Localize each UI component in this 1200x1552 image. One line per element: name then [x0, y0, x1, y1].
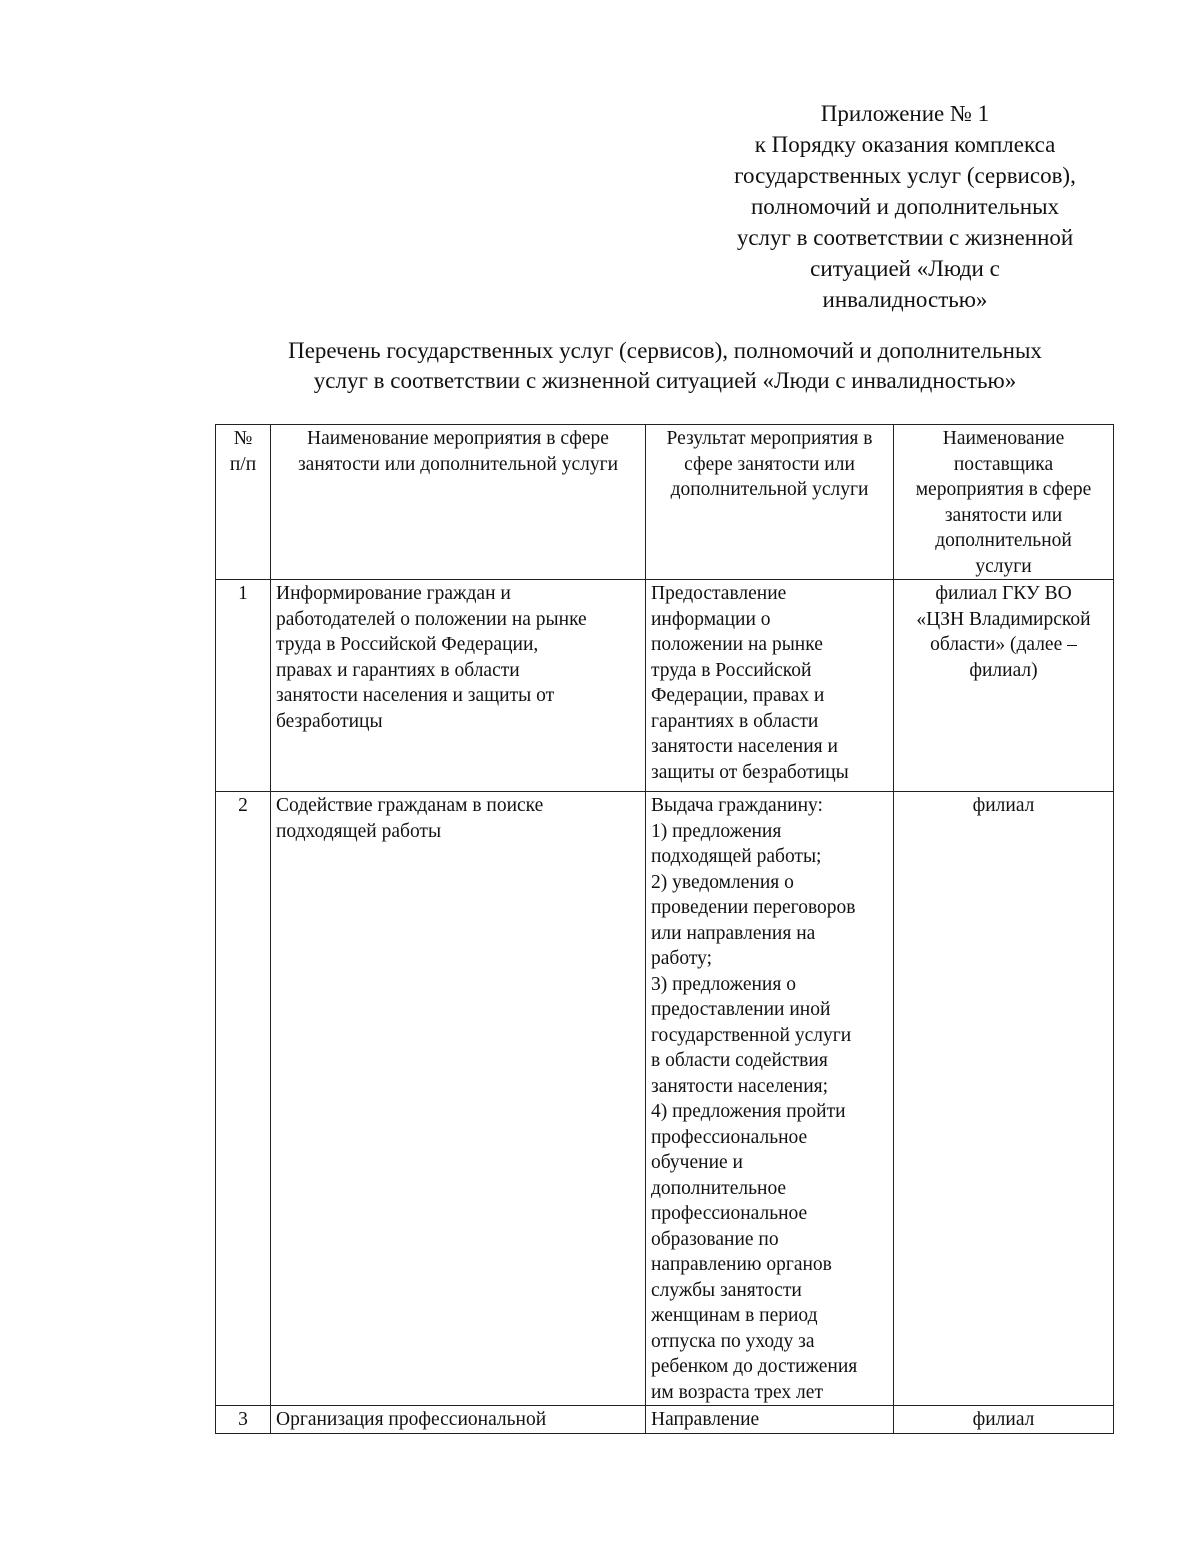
row-name [271, 1406, 646, 1434]
cell-line: филиал [972, 1409, 1035, 1430]
row-result [646, 792, 894, 1406]
cell-line: дополнительное [651, 1177, 787, 1199]
cell-line: подходящей работы [276, 820, 442, 842]
cell-line: отпуска по уходу за [651, 1330, 815, 1352]
cell-line: «ЦЗН Владимирской [916, 608, 1091, 630]
cell-line: занятости или дополнительной услуги [297, 453, 619, 475]
header-result [646, 425, 894, 580]
cell-line: филиал ГКУ ВО [935, 583, 1072, 604]
cell-line: гарантиях в области [651, 710, 819, 732]
cell-line: положении на рынке [651, 634, 823, 655]
cell-line: или направления на [651, 922, 816, 944]
cell-line: Выдача гражданину: [651, 795, 823, 816]
cell-line: информации о [651, 608, 771, 630]
appendix-block [690, 98, 1120, 315]
row-provider [894, 1406, 1114, 1434]
header-name [271, 425, 646, 580]
document-title [160, 336, 1170, 396]
table-row [216, 1406, 1114, 1434]
cell-line: безработицы [276, 710, 383, 732]
cell-line: защиты от безработицы [651, 761, 849, 783]
cell-line: сфере занятости или [684, 453, 855, 475]
cell-line: Направление [651, 1409, 760, 1430]
cell-line: п/п [229, 453, 257, 475]
cell-line: Наименование [942, 428, 1065, 449]
cell-line: № [233, 428, 253, 449]
cell-line: дополнительной услуги [670, 479, 869, 500]
cell-line: направлению органов [651, 1254, 832, 1275]
cell-line: предоставлении иной [651, 999, 831, 1020]
cell-line: Предоставление [651, 583, 787, 604]
row-name [271, 580, 646, 792]
header-provider [894, 425, 1114, 580]
cell-line: труда в Российской Федерации, [276, 634, 539, 655]
appendix-line: инвалидностью» [822, 287, 988, 312]
header-num [216, 425, 271, 580]
row-provider [894, 792, 1114, 1406]
row-result [646, 580, 894, 792]
cell-line: им возраста трех лет [651, 1381, 823, 1403]
cell-line: женщинам в период [651, 1305, 818, 1326]
appendix-line: Приложение № 1 [820, 101, 990, 126]
cell-line: филиал) [969, 659, 1038, 681]
cell-line: 3) предложения о [651, 973, 796, 995]
cell-line: занятости населения; [651, 1075, 829, 1097]
appendix-line: государственных услуг (сервисов), [734, 163, 1076, 188]
cell-line: ребенком до достижения [651, 1356, 858, 1377]
row-num: 1 [216, 580, 271, 792]
row-result [646, 1406, 894, 1434]
cell-line: Наименование мероприятия в сфере [307, 428, 609, 449]
cell-line: 4) предложения пройти [651, 1101, 846, 1122]
cell-line: занятости или [944, 504, 1063, 526]
table-header-row [216, 425, 1114, 580]
cell-line: Результат мероприятия в [666, 428, 873, 449]
cell-line: области» (далее – [930, 634, 1077, 655]
cell-line: службы занятости [651, 1279, 802, 1301]
cell-line: занятости населения и защиты от [276, 685, 555, 706]
cell-line: работодателей о положении на рынке [276, 608, 587, 630]
title-line: услуг в соответствии с жизненной ситуацией «Люди с инвалидностью» [313, 368, 1017, 393]
cell-line: 1) предложения [651, 820, 782, 842]
cell-line: правах и гарантиях в области [276, 659, 520, 681]
cell-line: подходящей работы; [651, 846, 822, 867]
cell-line: работу; [651, 948, 712, 969]
cell-line: мероприятия в сфере [915, 479, 1092, 500]
table-row [216, 792, 1114, 1406]
cell-line: Федерации, правах и [651, 685, 825, 706]
cell-line: Содействие гражданам в поиске [276, 795, 544, 816]
cell-line: 2) уведомления о [651, 871, 794, 893]
cell-line: профессиональное [651, 1203, 808, 1224]
row-name [271, 792, 646, 1406]
appendix-line: услуг в соответствии с жизненной [736, 225, 1074, 250]
row-provider [894, 580, 1114, 792]
cell-line: Информирование граждан и [276, 583, 511, 604]
services-table [215, 424, 1114, 1434]
title-line: Перечень государственных услуг (сервисов), полномочий и дополнительных [288, 338, 1042, 363]
cell-line: поставщика [953, 453, 1054, 475]
cell-line: услуги [975, 555, 1032, 577]
cell-line: проведении переговоров [651, 897, 856, 918]
cell-line: профессиональное [651, 1126, 808, 1148]
cell-line: в области содействия [651, 1050, 828, 1071]
cell-line: дополнительной [935, 530, 1072, 551]
cell-line: обучение и [651, 1152, 743, 1173]
row-num: 2 [216, 792, 271, 1406]
appendix-line: полномочий и дополнительных [750, 194, 1060, 219]
appendix-line: к Порядку оказания комплекса [754, 132, 1056, 157]
table-row [216, 580, 1114, 792]
appendix-line: ситуацией «Люди с [810, 256, 1000, 281]
cell-line: образование по [651, 1228, 779, 1250]
row-num: 3 [216, 1406, 271, 1434]
cell-line: государственной услуги [651, 1024, 852, 1046]
cell-line: труда в Российской [651, 659, 812, 681]
cell-line: занятости населения и [651, 736, 838, 757]
cell-line: Организация профессиональной [276, 1409, 547, 1430]
cell-line: филиал [972, 795, 1035, 816]
